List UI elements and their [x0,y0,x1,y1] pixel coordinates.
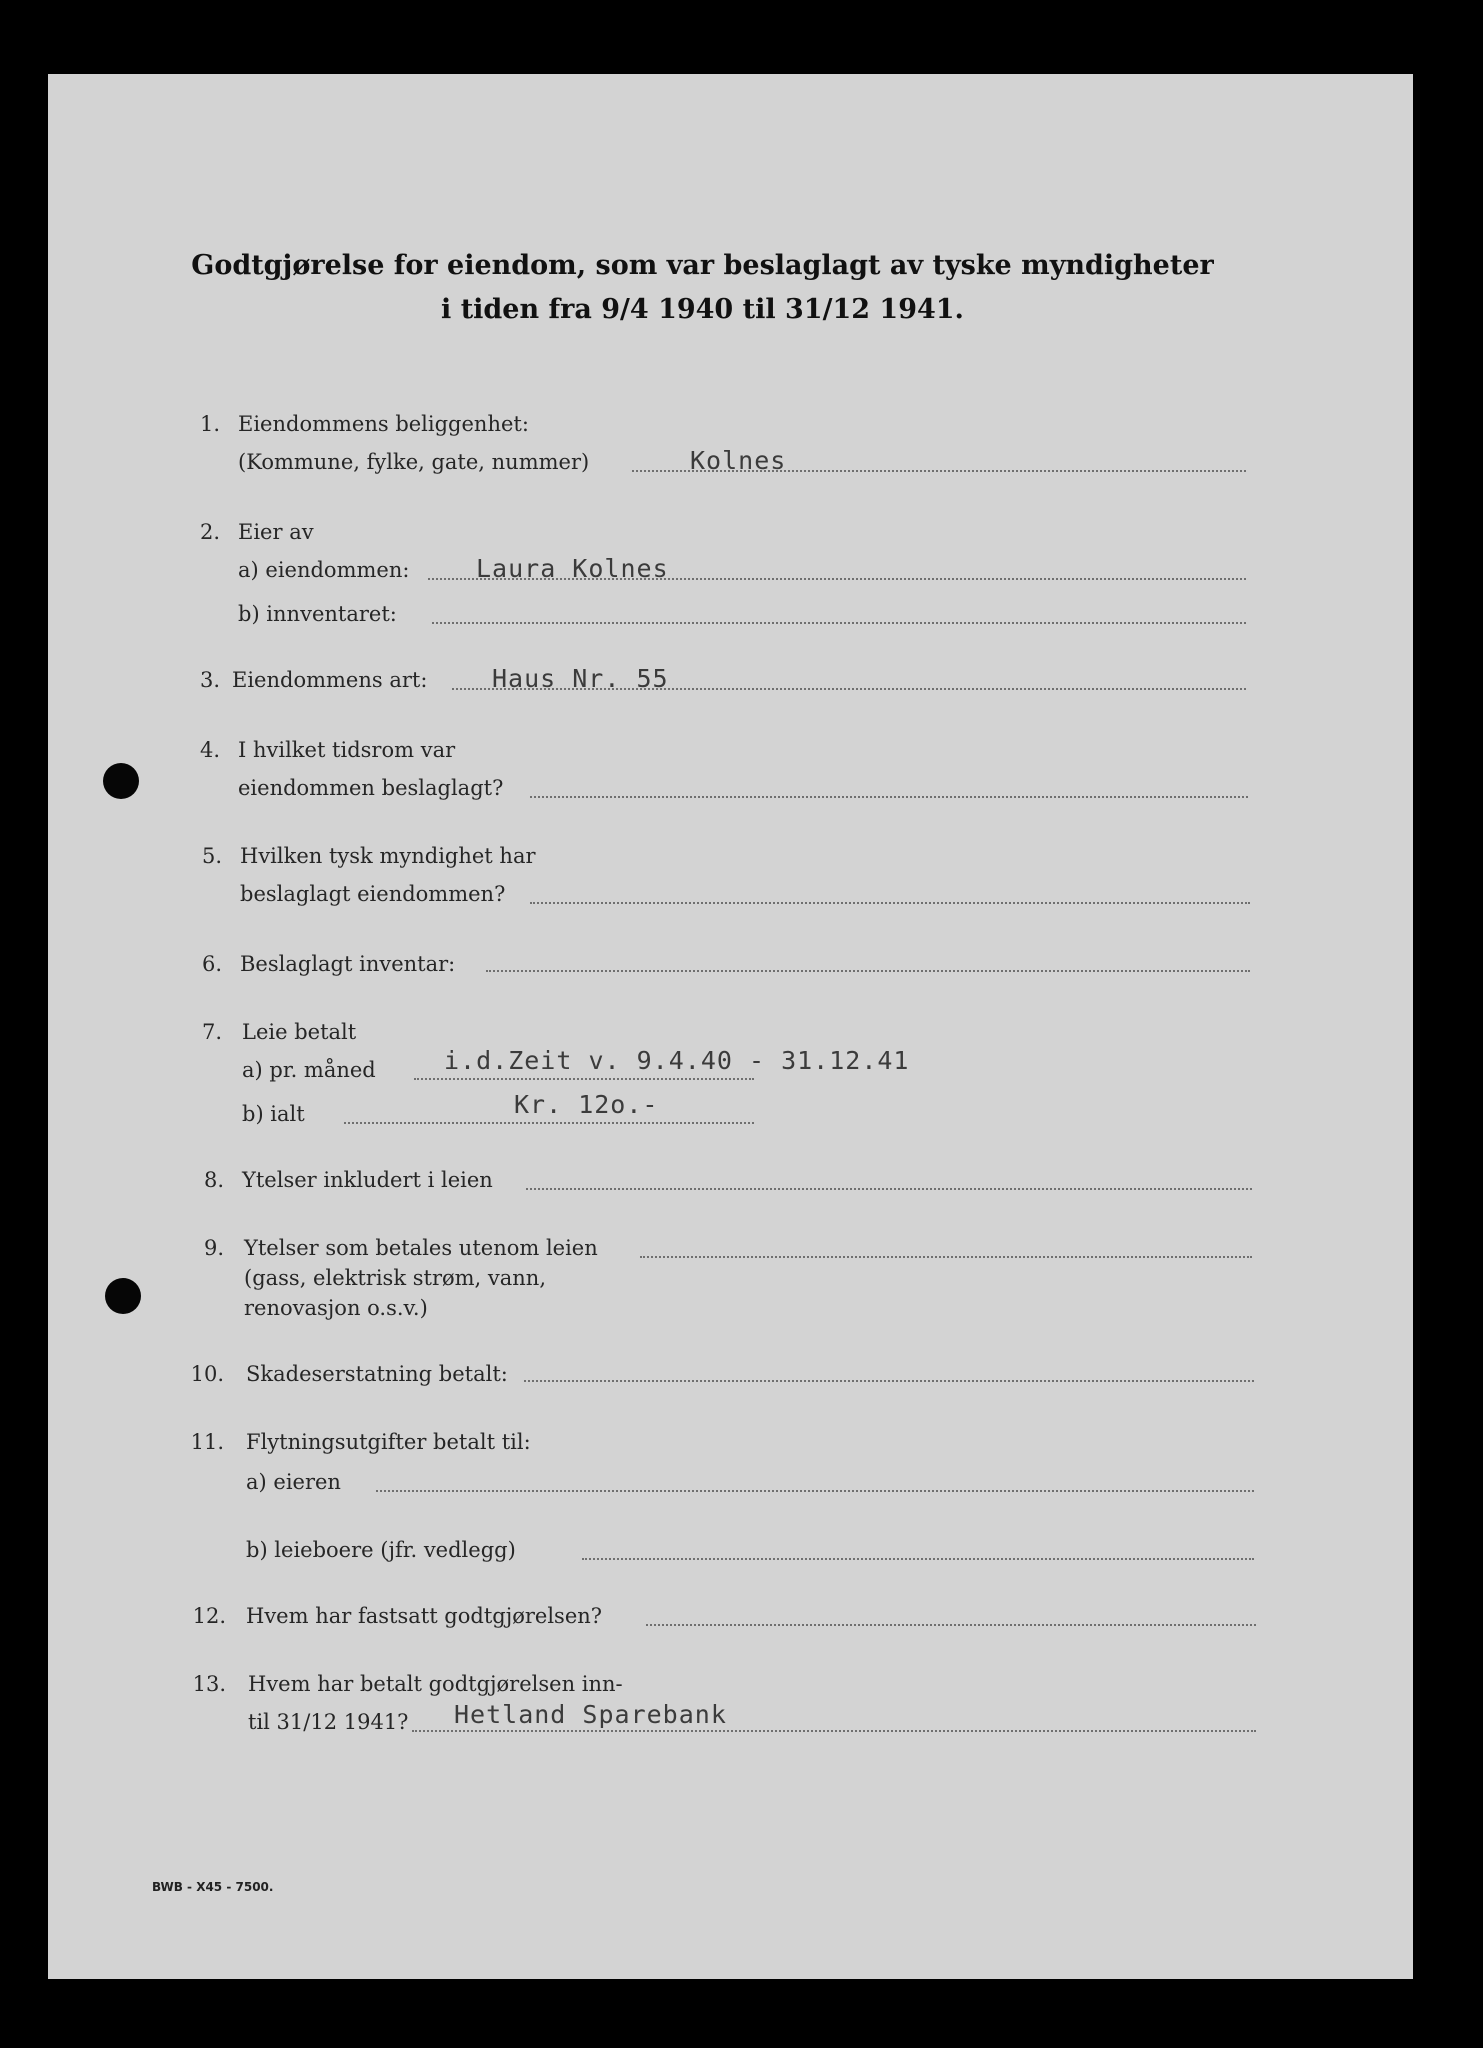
item-8-answer-line [526,1188,1252,1190]
item-13-label: Hvem har betalt godtgjørelsen inn- [248,1672,623,1696]
item-6-answer-line [486,970,1250,972]
item-12-label: Hvem har fastsatt godtgjørelsen? [246,1604,603,1628]
item-number-13: 13. [192,1672,226,1696]
item-5-sublabel: beslaglagt eiendommen? [240,882,506,906]
item-1-sublabel: (Kommune, fylke, gate, nummer) [238,450,590,474]
item-1-answer[interactable]: Kolnes [690,446,787,475]
item-number-11: 11. [190,1430,224,1454]
item-2a-answer[interactable]: Laura Kolnes [476,554,669,583]
item-5-answer-line [530,902,1250,904]
item-9-answer-line [640,1256,1252,1258]
item-9-label: Ytelser som betales utenom leien [244,1236,598,1260]
item-7-label: Leie betalt [242,1020,357,1044]
item-number-5: 5. [201,844,222,868]
item-number-10: 10. [190,1362,224,1386]
item-7a-label: a) pr. måned [242,1058,376,1082]
item-9-sublabel-1: (gass, elektrisk strøm, vann, [244,1266,546,1290]
item-number-7: 7. [201,1020,222,1044]
item-1-label: Eiendommens beliggenhet: [238,412,529,436]
item-10-label: Skadeserstatning betalt: [246,1362,508,1386]
item-11-label: Flytningsutgifter betalt til: [246,1430,531,1454]
item-number-1: 1. [199,412,220,436]
item-13-answer-line [412,1730,1256,1732]
item-9-sublabel-2: renovasjon o.s.v.) [244,1296,428,1320]
item-2b-answer-line [432,622,1246,624]
item-3-answer[interactable]: Haus Nr. 55 [492,664,669,693]
item-2a-label: a) eiendommen: [238,558,410,582]
item-4-sublabel: eiendommen beslaglagt? [238,776,504,800]
item-number-6: 6. [201,952,222,976]
item-number-4: 4. [199,738,220,762]
item-number-3: 3. [199,668,220,692]
item-7a-answer[interactable]: i.d.Zeit v. 9.4.40 - 31.12.41 [444,1046,910,1075]
item-13-answer[interactable]: Hetland Sparebank [454,1700,727,1729]
item-2-label: Eier av [238,520,314,544]
punch-hole-bottom [105,1278,141,1314]
item-2b-label: b) innventaret: [238,602,397,626]
punch-hole-top [103,763,139,799]
item-7b-answer[interactable]: Kr. 12o.- [514,1090,659,1119]
item-7a-answer-line [414,1078,754,1080]
item-number-9: 9. [203,1236,224,1260]
item-12-answer-line [646,1624,1256,1626]
item-4-answer-line [530,796,1248,798]
form-footer-code: BWB - X45 - 7500. [152,1880,274,1894]
item-4-label: I hvilket tidsrom var [238,738,456,762]
item-6-label: Beslaglagt inventar: [240,952,456,976]
item-5-label: Hvilken tysk myndighet har [240,844,536,868]
item-11b-answer-line [582,1558,1254,1560]
form-title-line2: i tiden fra 9/4 1940 til 31/12 1941. [441,294,964,325]
item-13-sublabel: til 31/12 1941? [248,1710,409,1734]
item-7b-label: b) ialt [242,1102,305,1126]
item-number-12: 12. [192,1604,226,1628]
item-11a-answer-line [376,1490,1254,1492]
item-3-label: Eiendommens art: [232,668,428,692]
item-11b-label: b) leieboere (jfr. vedlegg) [246,1538,516,1562]
item-number-2: 2. [199,520,220,544]
form-title-line1: Godtgjørelse for eiendom, som var beslaglagt av tyske myndigheter [191,250,1214,281]
item-7b-answer-line [344,1122,754,1124]
item-11a-label: a) eieren [246,1470,341,1494]
item-8-label: Ytelser inkludert i leien [242,1168,493,1192]
item-number-8: 8. [203,1168,224,1192]
item-10-answer-line [524,1380,1254,1382]
